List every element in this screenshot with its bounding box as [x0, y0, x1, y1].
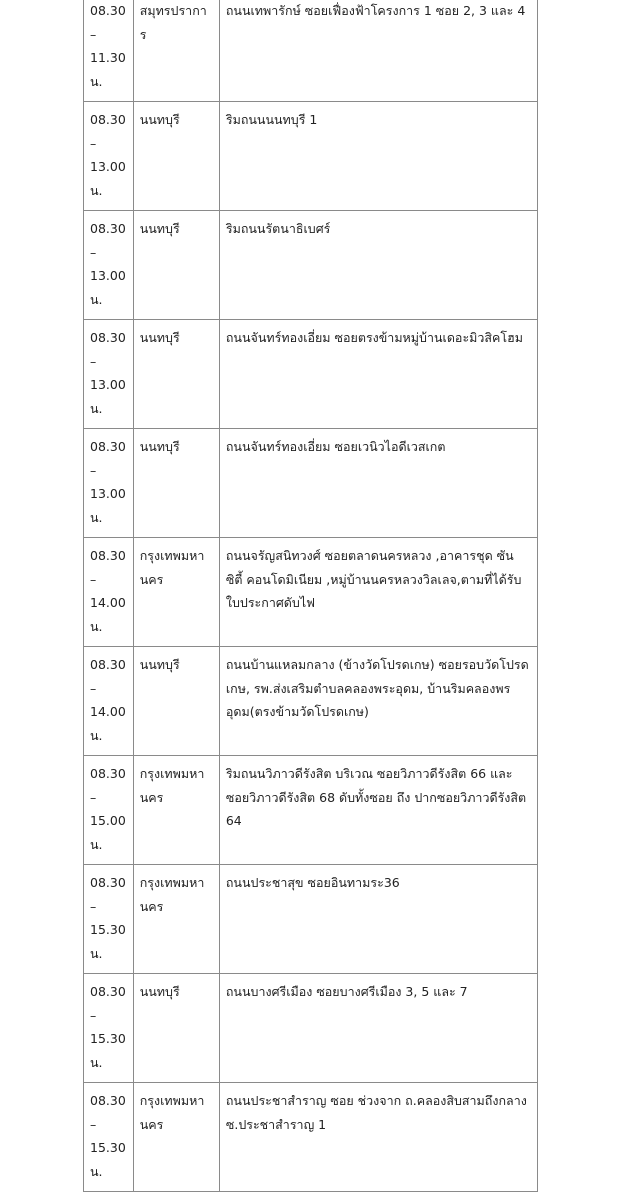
province-cell: กรุงเทพมหานคร: [133, 538, 219, 647]
time-cell: [84, 211, 134, 320]
province-cell: นนทบุรี: [133, 211, 219, 320]
table-row: [84, 538, 538, 647]
table-row: [84, 429, 538, 538]
time-start: 08.30 –: [90, 984, 126, 1023]
time-start: 08.30 –: [90, 875, 126, 914]
table-row: [84, 865, 538, 974]
time-start: 08.30 –: [90, 766, 126, 805]
province-cell: กรุงเทพมหานคร: [133, 1083, 219, 1192]
time-cell: [84, 647, 134, 756]
table-row: [84, 320, 538, 429]
time-cell: [84, 865, 134, 974]
time-end: 11.30 น.: [90, 50, 126, 89]
time-start: 08.30 –: [90, 112, 126, 151]
time-cell: [84, 429, 134, 538]
time-cell: [84, 0, 134, 102]
time-start: 08.30 –: [90, 548, 126, 587]
time-start: 08.30 –: [90, 3, 126, 42]
time-end: 15.30 น.: [90, 1031, 126, 1070]
time-end: 13.00 น.: [90, 268, 126, 307]
table-row: [84, 756, 538, 865]
area-cell: ถนนจันทร์ทองเอี่ยม ซอยตรงข้ามหมู่บ้านเดอะมิวสิคโฮม: [219, 320, 537, 429]
area-cell: ถนนจรัญสนิทวงศ์ ซอยตลาดนครหลวง ,อาคารชุด ซัน ซิตี้ คอนโดมิเนียม ,หมู่บ้านนครหลวงวิลเลจ,ตามที่ได้รับใบประกาศดับไฟ: [219, 538, 537, 647]
area-cell: ถนนบ้านแหลมกลาง (ข้างวัดโปรดเกษ) ซอยรอบวัดโปรดเกษ, รพ.ส่งเสริมตำบลคลองพระอุดม, บ้านริมคลองพรอุดม(ตรงข้ามวัดโปรดเกษ): [219, 647, 537, 756]
province-cell: สมุทรปราการ: [133, 0, 219, 102]
area-cell: ถนนประชาสำราญ ซอย ช่วงจาก ถ.คลองสิบสามถึงกลาง ซ.ประชาสำราญ 1: [219, 1083, 537, 1192]
time-end: 15.00 น.: [90, 813, 126, 852]
table-row: [84, 1083, 538, 1192]
time-end: 15.30 น.: [90, 922, 126, 961]
time-cell: [84, 538, 134, 647]
area-cell: ถนนประชาสุข ซอยอินทามระ36: [219, 865, 537, 974]
province-cell: นนทบุรี: [133, 647, 219, 756]
time-start: 08.30 –: [90, 221, 126, 260]
time-end: 13.00 น.: [90, 159, 126, 198]
time-end: 13.00 น.: [90, 486, 126, 525]
table-row: [84, 974, 538, 1083]
time-end: 14.00 น.: [90, 595, 126, 634]
province-cell: นนทบุรี: [133, 320, 219, 429]
time-start: 08.30 –: [90, 1093, 126, 1132]
area-cell: ริมถนนนนทบุรี 1: [219, 102, 537, 211]
area-cell: ริมถนนวิภาวดีรังสิต บริเวณ ซอยวิภาวดีรังสิต 66 และ ซอยวิภาวดีรังสิต 68 ดับทั้งซอย ถึง ปากซอยวิภาวดีรังสิต 64: [219, 756, 537, 865]
area-cell: ถนนเทพารักษ์ ซอยเฟื่องฟ้าโครงการ 1 ซอย 2, 3 และ 4: [219, 0, 537, 102]
time-cell: [84, 102, 134, 211]
area-cell: ถนนจันทร์ทองเอี่ยม ซอยเวนิวไอดีเวสเกต: [219, 429, 537, 538]
table-row: [84, 211, 538, 320]
province-cell: นนทบุรี: [133, 974, 219, 1083]
time-cell: [84, 974, 134, 1083]
province-cell: นนทบุรี: [133, 102, 219, 211]
province-cell: กรุงเทพมหานคร: [133, 865, 219, 974]
power-outage-schedule-table: [83, 0, 538, 1192]
time-end: 15.30 น.: [90, 1140, 126, 1179]
time-cell: [84, 756, 134, 865]
time-end: 14.00 น.: [90, 704, 126, 743]
time-cell: [84, 320, 134, 429]
area-cell: ริมถนนรัตนาธิเบศร์: [219, 211, 537, 320]
province-cell: กรุงเทพมหานคร: [133, 756, 219, 865]
time-start: 08.30 –: [90, 330, 126, 369]
time-cell: [84, 1083, 134, 1192]
table-row: [84, 0, 538, 102]
time-start: 08.30 –: [90, 657, 126, 696]
table-row: [84, 647, 538, 756]
time-start: 08.30 –: [90, 439, 126, 478]
area-cell: ถนนบางศรีเมือง ซอยบางศรีเมือง 3, 5 และ 7: [219, 974, 537, 1083]
province-cell: นนทบุรี: [133, 429, 219, 538]
table-row: [84, 102, 538, 211]
time-end: 13.00 น.: [90, 377, 126, 416]
